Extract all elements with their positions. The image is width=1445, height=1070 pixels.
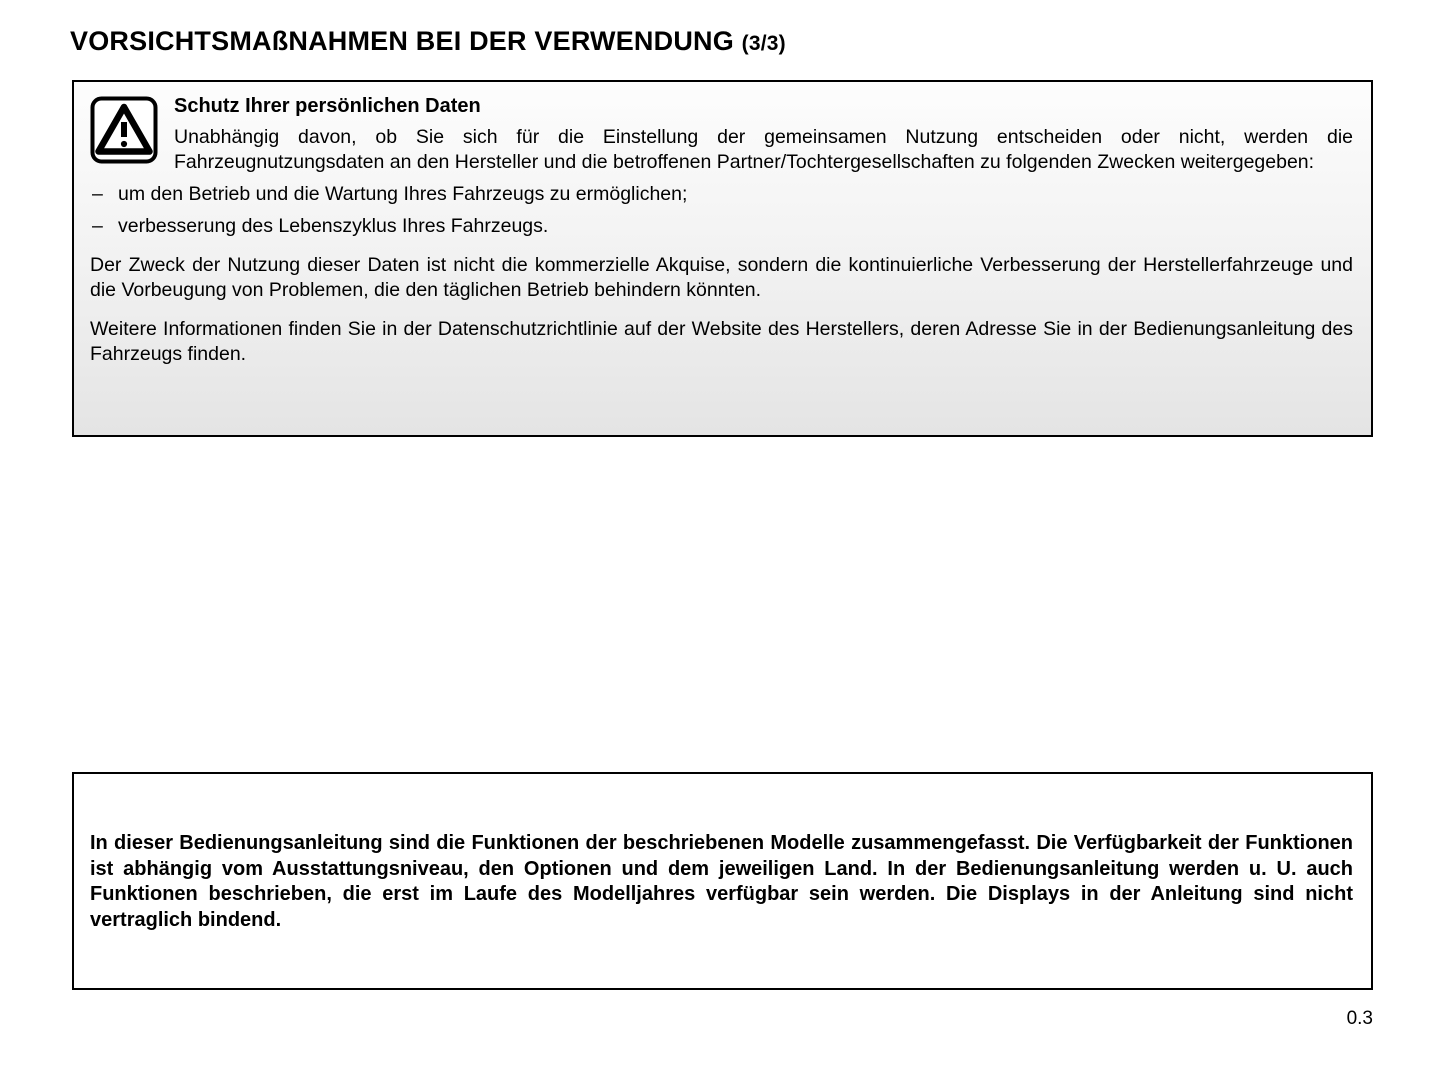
notice-text: In dieser Bedienungsanleitung sind die Funktionen der beschriebenen Modelle zusammengefasst. Die Verfügbarkeit der Funktionen ist abhängig vom Ausstattungsniveau, den Optionen und dem jeweiligen Land. In der Bedienungsanleitung werden u. U. auch Funktionen beschrieben, die erst im Laufe des Modelljahres verfügbar sein werden. Die Displays in der Anleitung sind nicht vertraglich bindend. bbox=[90, 832, 1353, 931]
page-number: 0.3 bbox=[1346, 1008, 1373, 1029]
warning-box-heading: Schutz Ihrer persönlichen Daten bbox=[174, 95, 481, 117]
warning-box-paragraph-more-info: Weitere Informationen finden Sie in der Datenschutzrichtlinie auf der Website des Herstellers, deren Adresse Sie in der Bedienungsanleitung des Fahrzeugs finden. bbox=[90, 318, 1353, 365]
bullet-dash: – bbox=[92, 215, 103, 237]
notice-box bbox=[72, 772, 1373, 990]
bullet-text: verbesserung des Lebenszyklus Ihres Fahrzeugs. bbox=[118, 215, 549, 237]
warning-triangle-icon bbox=[90, 96, 158, 164]
bullet-item bbox=[90, 214, 1353, 239]
warning-box-intro: Unabhängig davon, ob Sie sich für die Einstellung der gemeinsamen Nutzung entscheiden oder nicht, werden die Fahrzeugnutzungsdaten an den Hersteller und die betroffenen Partner/Tochtergesellschaften zu folgenden Zwecken weitergegeben: bbox=[174, 126, 1353, 173]
bullet-item bbox=[90, 182, 1353, 207]
bullet-text: um den Betrieb und die Wartung Ihres Fahrzeugs zu ermöglichen; bbox=[118, 183, 688, 205]
page-title bbox=[70, 26, 786, 57]
page-title-suffix: (3/3) bbox=[741, 32, 786, 55]
page-title-text: VORSICHTSMAßNAHMEN BEI DER VERWENDUNG bbox=[70, 26, 734, 56]
privacy-warning-box bbox=[72, 80, 1373, 437]
warning-box-paragraph-purpose: Der Zweck der Nutzung dieser Daten ist nicht die kommerzielle Akquise, sondern die kontinuierliche Verbesserung der Herstellerfahrzeuge und die Vorbeugung von Problemen, die den täglichen Betrieb behindern könnten. bbox=[90, 254, 1353, 301]
bullet-dash: – bbox=[92, 183, 103, 205]
